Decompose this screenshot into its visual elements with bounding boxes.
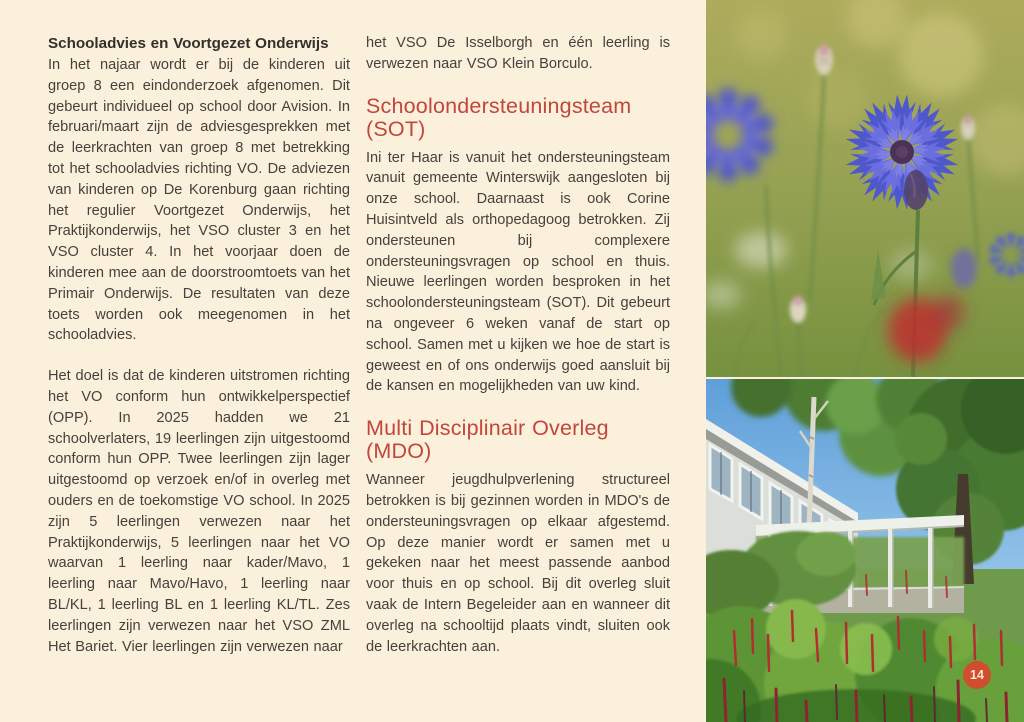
- body-paragraph: In het najaar wordt er bij de kinderen uit groep 8 een eindonderzoek afgenomen. Dit gebeurt individueel op school door Avision. In februari/maart zijn de adviesgesprekken met de leerkrachten van groep 8 met betrekking tot het schooladvies richting VO. De adviezen van kinderen op De Korenburg gaan richting het regulier Voortgezet Onderwijs, het Praktijkonderwijs, het VSO cluster 3 en het VSO cluster 4. In het voorjaar doen de kinderen mee aan de doorstroomtoets van het Primair Onderwijs. De resultaten van deze toets worden ook meegenomen in het schooladvies.: [48, 57, 350, 344]
- column-middle: [366, 33, 670, 677]
- cornflowers-photo: [706, 0, 1024, 377]
- body-paragraph: Het doel is dat de kinderen uitstromen richting het VO conform hun ontwikkelperspectief (OPP). In 2025 hadden we 21 schoolverlaters, 19 leerlingen zijn uitgestoomd conform hun OPP. Twee leerlingen zijn lager uitgestoomd op verzoek en/of in overleg met ouders en de toekomstige VO school. In 2025 zijn 5 leerlingen verwezen naar het Praktijkonderwijs, 5 leerlingen naar het VO waarvan 1 leerling naar kader/Mavo, 1 leerling naar Mavo/Havo, 1 leerling naar BL/KL, 1 leerling BL en 1 leerling KL/TL. Zes leerlingen zijn verwezen naar het VSO ZML Het Bariet. Vier leerlingen zijn verwezen naar: [48, 368, 350, 655]
- photo-panel: [706, 0, 1024, 722]
- section-body-sot: Ini ter Haar is vanuit het ondersteuningsteam vanuit gemeente Winterswijk aangesloten bij onze school. Daarnaast is ook Corine Huisintveld als orthopedagoog betrokken. Zij ondersteunen bij complexere ondersteuningsvragen op school en thuis. Nieuwe leerlingen worden besproken in het schoolondersteuningsteam (SOT). Dit gebeurt na ongeveer 6 weken vanaf de start op school. Samen met u kijken we hoe de start is geweest en of ons onderwijs goed aansluit bij de kansen en mogelijkheden van uw kind.: [366, 149, 670, 395]
- column-left: [48, 33, 350, 677]
- section-heading-mdo: Multi Disciplinair Overleg (MDO): [366, 416, 609, 464]
- section-heading-schooladvies: Schooladvies en Voortgezet Onderwijs: [48, 35, 329, 52]
- section-heading-sot: Schoolondersteuningsteam (SOT): [366, 93, 632, 141]
- body-paragraph-continuation: het VSO De Isselborgh en één leerling is verwezen naar VSO Klein Borculo.: [366, 35, 670, 72]
- section-body-mdo: Wanneer jeugdhulpverlening structureel betrokken is bij gezinnen worden in MDO's de ondersteuningsvragen op elkaar afgestemd. Op deze manier wordt er samen met u gekeken naar het meest passende aanbod voor thuis en op school. Bij dit overleg sluit vaak de Intern Begeleider aan en wanneer dit overleg na schooltijd plaats vindt, sluiten ook de leerkrachten aan.: [366, 472, 670, 655]
- page-number-badge: 14: [963, 661, 991, 689]
